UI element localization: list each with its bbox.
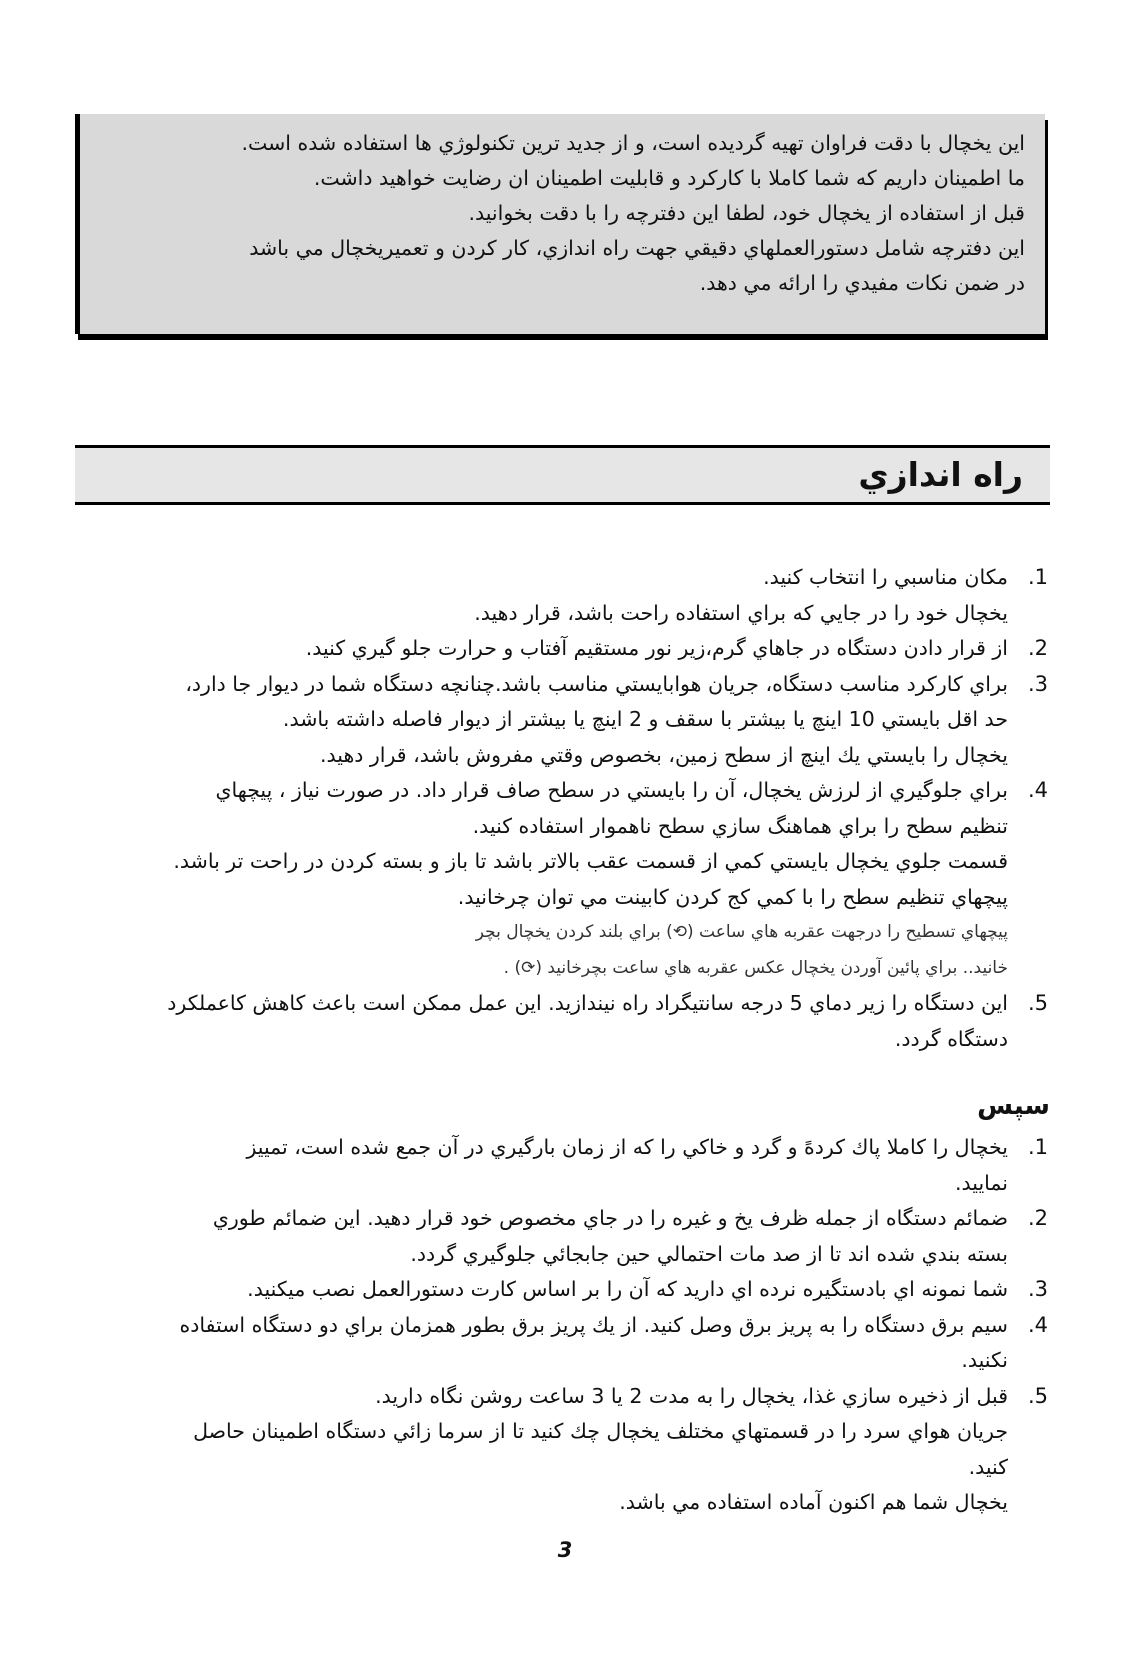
item-line: براي كاركرد مناسب دستگاه، جريان هوابايستي مناسب باشد.چنانچه دستگاه شما در ديوار جا دارد، <box>185 671 1008 696</box>
item-line: نكنيد. <box>961 1348 1008 1372</box>
item-number: 5. <box>1027 1383 1048 1408</box>
item-line: پيچهاي تنظيم سطح را با كمي كج كردن كابينت مي توان چرخانيد. <box>457 884 1008 909</box>
item-number: 4. <box>1027 778 1048 802</box>
item-line: قبل از ذخيره سازي غذا، يخچال را به مدت 2 يا 3 ساعت روشن نگاه داريد. <box>375 1383 1008 1408</box>
then-heading: سپس <box>977 1091 1050 1121</box>
item-line: يخچال را كاملا پاك كردهً و گرد و خاكي را كه از زمان بارگيري در آن جمع شده است، تمييز <box>246 1135 1008 1159</box>
installation-list <box>85 560 1048 1057</box>
item-number: 3. <box>1027 1277 1048 1301</box>
item-line: جريان هواي سرد را در قسمتهاي مختلف يخچال چك كنيد تا از سرما زائي دستگاه اطمينان حاصل <box>193 1419 1008 1443</box>
item-number: 4. <box>1027 1312 1048 1337</box>
item-line: خانيد.. براي پائين آوردن يخچال عكس عقربه هاي ساعت بچرخانيد (⟳) . <box>503 957 1008 978</box>
list-item <box>85 631 1048 667</box>
item-line: كنيد. <box>968 1454 1008 1479</box>
intro-line: در ضمن نكات مفيدي را ارائه مي دهد. <box>699 271 1025 295</box>
list-item <box>85 773 1048 915</box>
item-line: قسمت جلوي يخچال بايستي كمي از قسمت عقب بالاتر باشد تا باز و بسته كردن در راحت تر باشد. <box>173 849 1008 873</box>
list-item <box>85 1308 1048 1379</box>
list-item <box>85 1201 1048 1272</box>
item-line: از قرار دادن دستگاه در جاهاي گرم،زير نور مستقيم آفتاب و حرارت جلو گيري كنيد. <box>305 636 1008 660</box>
list-item <box>85 560 1048 631</box>
list-item <box>85 986 1048 1057</box>
item-number: 5. <box>1027 991 1048 1015</box>
item-number: 2. <box>1027 636 1048 660</box>
item-line: دستگاه گردد. <box>894 1026 1008 1051</box>
list-item <box>85 667 1048 774</box>
list-item <box>85 1379 1048 1521</box>
page-number: 3 <box>557 1538 573 1562</box>
item-line: تنظيم سطح را براي هماهنگ سازي سطح ناهموار استفاده كنيد. <box>472 813 1008 838</box>
item-number: 1. <box>1027 565 1048 589</box>
item-line: پيچهاي تسطيح را درجهت عقربه هاي ساعت (⟲) براي بلند كردن يخچال بچر <box>475 922 1008 942</box>
item-line: يخچال خود را در جايي كه براي استفاده راحت باشد، قرار دهيد. <box>474 600 1008 625</box>
intro-line: ما اطمينان داريم كه شما كاملا با كاركرد و قابليت اطمينان ان رضايت خواهيد داشت. <box>313 166 1025 190</box>
item-line: يخچال را بايستي يك اينچ از سطح زمين، بخصوص وقتي مفروش باشد، قرار دهيد. <box>319 742 1008 767</box>
item-line: براي جلوگيري از لرزش يخچال، آن را بايستي در سطح صاف قرار داد. در صورت نياز ، پيچهاي <box>215 778 1008 802</box>
item-number: 2. <box>1027 1206 1048 1230</box>
item-line: سيم برق دستگاه را به پريز برق وصل كنيد. از يك پريز برق بطور همزمان براي دو دستگاه استفاده <box>179 1312 1008 1337</box>
item-line: حد اقل بايستي 10 اينچ يا بيشتر با سقف و 2 اينچ يا بيشتر از ديوار فاصله داشته باشد. <box>282 707 1008 731</box>
item-line: نماييد. <box>955 1170 1008 1195</box>
item-number: 1. <box>1027 1135 1048 1159</box>
item-line: يخچال شما هم اكنون آماده استفاده مي باشد. <box>619 1490 1008 1514</box>
intro-line: اين دفترچه شامل دستورالعملهاي دقيقي جهت راه اندازي، كار كردن و تعميريخچال مي باشد <box>249 236 1025 260</box>
intro-line: قبل از استفاده از يخچال خود، لطفا اين دفترچه را با دقت بخوانيد. <box>468 201 1025 225</box>
intro-box <box>75 114 1045 334</box>
item-line: مكان مناسبي را انتخاب كنيد. <box>763 565 1008 589</box>
list-item <box>85 915 1048 986</box>
section-title: راه اندازي <box>858 455 1023 494</box>
item-number: 3. <box>1027 671 1048 696</box>
section-header <box>75 445 1050 505</box>
list-item <box>85 1130 1048 1201</box>
item-line: اين دستگاه را زير دماي 5 درجه سانتيگراد راه نيندازيد. اين عمل ممكن است باعث كاهش كاعملكرد <box>167 991 1008 1015</box>
list-item <box>85 1272 1048 1308</box>
then-list <box>85 1130 1048 1521</box>
item-number <box>1008 915 1048 986</box>
intro-line: اين يخچال با دقت فراوان تهيه گرديده است، و از جديد ترين تكنولوژي ها استفاده شده است. <box>241 131 1025 155</box>
item-line: بسته بندي شده اند تا از صد مات احتمالي حين جابجائي جلوگيري گردد. <box>410 1241 1008 1266</box>
item-line: شما نمونه اي بادستگيره نرده اي داريد كه آن را بر اساس كارت دستورالعمل نصب ميكنيد. <box>247 1277 1008 1301</box>
item-line: ضمائم دستگاه از جمله ظرف يخ و غيره را در جاي مخصوص خود قرار دهيد. اين ضمائم طوري <box>212 1206 1008 1230</box>
